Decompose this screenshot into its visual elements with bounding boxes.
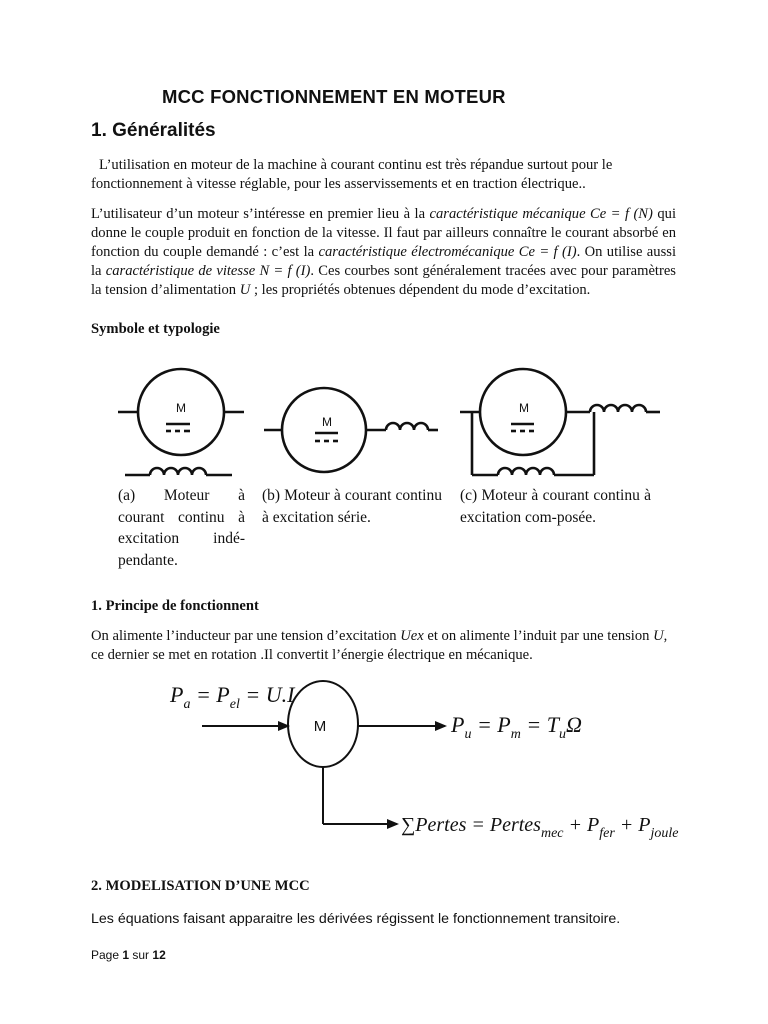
section-heading-generalites: 1. Généralités bbox=[91, 120, 216, 141]
power-flow-diagram bbox=[160, 668, 680, 848]
input-equation bbox=[169, 682, 296, 712]
motor-symbols-figure bbox=[110, 362, 670, 486]
motor-label-b: M bbox=[322, 415, 332, 429]
motor-label-a: M bbox=[176, 401, 186, 415]
losses-equation bbox=[401, 814, 679, 841]
input-equation-text: $P_a = P_{el} = U.I$ bbox=[170, 682, 295, 712]
subheading-symbole: Symbole et typologie bbox=[91, 321, 220, 337]
paragraph-principe: On alimente l’inducteur par une tension d’excitation Uex et on alimente l’induit par une tension U, ce dernier se met en rotation .Il convertit l’énergie électrique en mécanique. bbox=[91, 628, 668, 663]
section-heading-modelisation: 2. MODELISATION D’UNE MCC bbox=[91, 878, 310, 894]
motor-symbol-b bbox=[264, 388, 438, 472]
paragraph-modelisation: Les équations faisant apparaitre les dérivées régissent le fonctionnement transitoire. bbox=[91, 911, 621, 927]
motor-symbol-a bbox=[118, 369, 244, 475]
page-title: MCC FONCTIONNEMENT EN MOTEUR bbox=[162, 86, 506, 107]
losses-equation-text: ∑Pertes = Pertes$_{mec}$ + $P_{fer} + P_{joule}$ bbox=[401, 814, 679, 841]
caption-a: (a) Moteur à courant continu à excitation indé-pendante. bbox=[118, 487, 245, 569]
output-equation bbox=[450, 712, 582, 742]
caption-c: (c) Moteur à courant continu à excitation com-posée. bbox=[460, 487, 651, 526]
diagram-motor-label: M bbox=[313, 718, 327, 735]
motor-symbol-c bbox=[460, 369, 660, 475]
motor-label-c: M bbox=[519, 401, 529, 415]
page-footer: Page 1 sur 12 bbox=[91, 948, 166, 962]
paragraph-characteristics: L’utilisateur d’un moteur s’intéresse en premier lieu à la caractéristique mécanique Ce = f (N) qui donne le couple produit en fonction de la vitesse. Il faut par ailleurs connaître le courant absorbé en fonction du couple demandé : c’est la caractéristique électromécanique Ce = f (I). On utilise aussi la caractéristique de vitesse N = f (I). Ces courbes sont généralement tracées avec pour paramètres la tension d’alimentation U ; les propriétés obtenues dépendent du mode d’excitation. bbox=[91, 206, 676, 298]
output-equation-text: $P_u = P_m = T_u\Omega$ bbox=[451, 712, 582, 742]
paragraph-intro: L’utilisation en moteur de la machine à courant continu est très répandue surtout pour le fonctionnement à vitesse réglable, pour les asservissements et en traction électrique.. bbox=[91, 157, 613, 192]
caption-b: (b) Moteur à courant continu à excitation série. bbox=[262, 487, 442, 526]
section-heading-principe: 1. Principe de fonctionnent bbox=[91, 598, 259, 614]
